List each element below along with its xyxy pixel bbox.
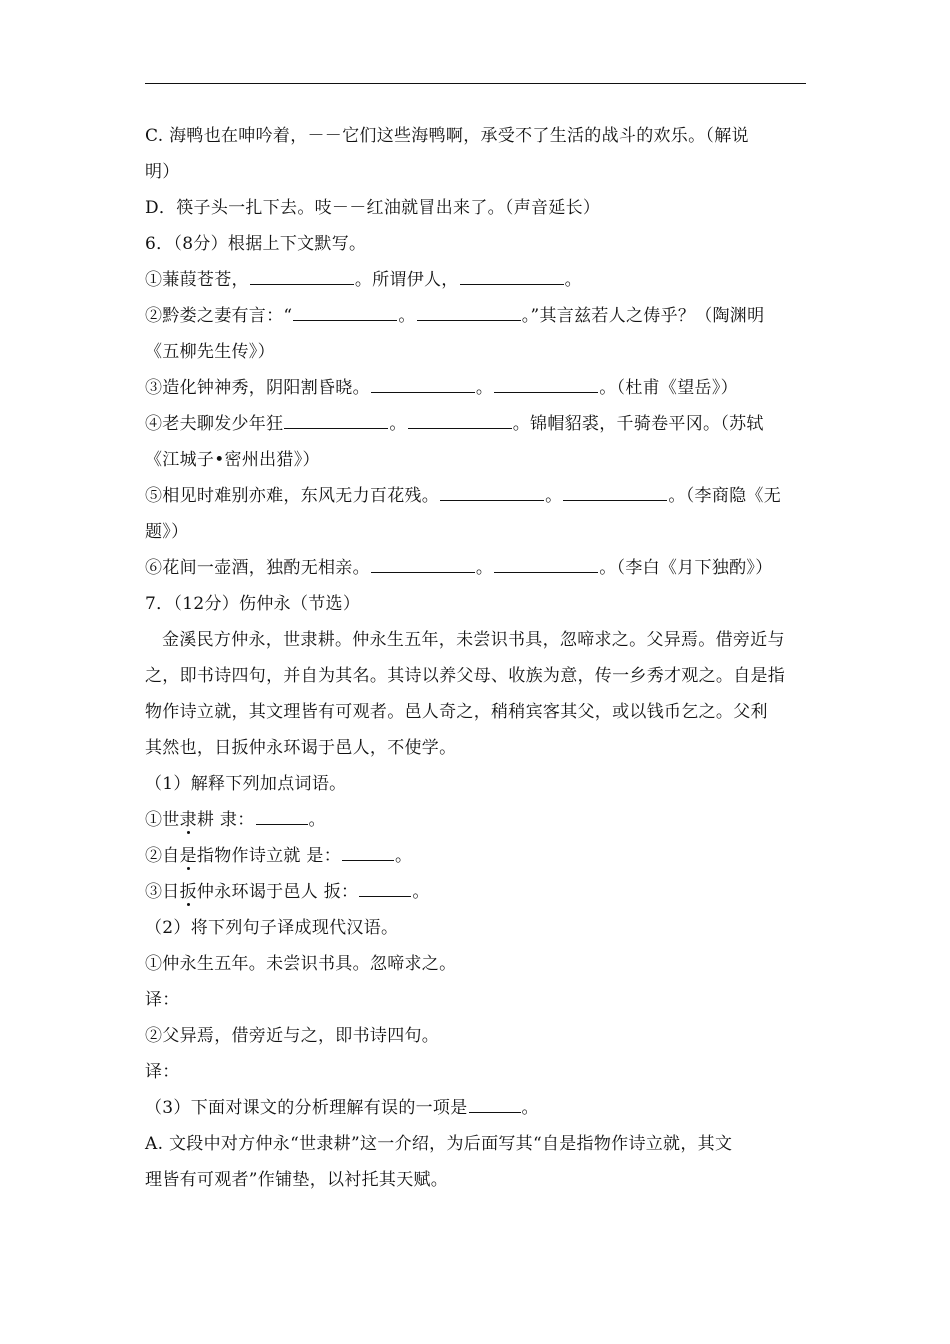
passage-line: 金溪民方仲永，世隶耕。仲永生五年，未尝识书具，忽啼求之。父异焉。借旁近与 — [162, 630, 785, 650]
answer-blank[interactable] — [371, 558, 475, 573]
passage-line: 其然也，日扳仲永环谒于邑人，不使学。 — [145, 738, 457, 758]
q6-item-4: ④老夫聊发少年狂 。 。锦帽貂裘，千骑卷平冈。（苏轼 — [145, 414, 764, 434]
answer-blank[interactable] — [371, 378, 475, 393]
passage-line: 之，即书诗四句，并自为其名。其诗以养父母、收族为意，传一乡秀才观之。自是指 — [145, 666, 786, 686]
q6-title: 6．（8分）根据上下文默写。 — [145, 234, 367, 254]
q7-sub3-option-a-line1: A. 文段中对方仲永“世隶耕”这一介绍，为后面写其“自是指物作诗立就，其文 — [145, 1134, 733, 1154]
q7-sub2-sentence-2: ②父异焉，借旁近与之，即书诗四句。 — [145, 1026, 440, 1046]
dotted-word: 是 — [179, 846, 197, 866]
answer-blank[interactable] — [563, 486, 667, 501]
answer-blank[interactable] — [256, 810, 308, 825]
answer-blank[interactable] — [494, 558, 598, 573]
q7-sub1-item-3: ③日扳仲永环谒于邑人 扳： 。 — [145, 882, 430, 902]
q7-sub1-item-1: ①世隶耕 隶： 。 — [145, 810, 326, 830]
header-rule — [145, 83, 806, 84]
q7-sub2-title: （2）将下列句子译成现代汉语。 — [145, 918, 399, 938]
q6-item-4-continued: 《江城子•密州出猎》） — [145, 450, 320, 470]
q5-option-d: D．筷子头一扎下去。吱－－红油就冒出来了。（声音延长） — [145, 198, 601, 218]
answer-blank[interactable] — [460, 270, 564, 285]
q6-item-3: ③造化钟神秀，阴阳割昏晓。 。 。（杜甫《望岳》） — [145, 378, 738, 398]
passage-line: 物作诗立就，其文理皆有可观者。邑人奇之，稍稍宾客其父，或以钱币乞之。父利 — [145, 702, 768, 722]
answer-blank[interactable] — [417, 306, 521, 321]
q6-item-6: ⑥花间一壶酒，独酌无相亲。 。 。（李白《月下独酌》） — [145, 558, 773, 578]
answer-blank[interactable] — [469, 1098, 521, 1113]
q6-item-2-continued: 《五柳先生传》） — [145, 342, 275, 362]
answer-blank[interactable] — [250, 270, 354, 285]
q6-item-1: ①蒹葭苍苍， 。所谓伊人， 。 — [145, 270, 582, 290]
q7-sub1-title: （1）解释下列加点词语。 — [145, 774, 347, 794]
answer-blank[interactable] — [440, 486, 544, 501]
q5-option-c-line1: C. 海鸭也在呻吟着，－－它们这些海鸭啊，承受不了生活的战斗的欢乐。（解说 — [145, 126, 749, 146]
answer-blank[interactable] — [359, 882, 411, 897]
q7-sub1-item-2: ②自是指物作诗立就 是： 。 — [145, 846, 413, 866]
q7-sub2-translate-1[interactable]: 译： — [145, 990, 180, 1010]
q7-sub2-sentence-1: ①仲永生五年。未尝识书具。忽啼求之。 — [145, 954, 457, 974]
dotted-word: 扳 — [179, 882, 197, 902]
q7-sub3-option-a-line2: 理皆有可观者”作铺垫，以衬托其天赋。 — [145, 1170, 449, 1190]
q7-title: 7．（12分）伤仲永（节选） — [145, 594, 361, 614]
answer-blank[interactable] — [342, 846, 394, 861]
q6-item-5: ⑤相见时难别亦难，东风无力百花残。 。 。（李商隐《无 — [145, 486, 782, 506]
answer-blank[interactable] — [284, 414, 388, 429]
exam-page — [145, 118, 806, 1198]
answer-blank[interactable] — [293, 306, 397, 321]
q6-item-5-continued: 题》） — [145, 522, 189, 542]
q7-sub3-title: （3）下面对课文的分析理解有误的一项是 。 — [145, 1098, 539, 1118]
q7-sub2-translate-2[interactable]: 译： — [145, 1062, 180, 1082]
answer-blank[interactable] — [494, 378, 598, 393]
dotted-word: 隶 — [179, 810, 197, 830]
q5-option-c-line2: 明） — [145, 162, 180, 182]
answer-blank[interactable] — [408, 414, 512, 429]
q6-item-2: ②黔娄之妻有言：“ 。 。”其言兹若人之俦乎？（陶渊明 — [145, 306, 765, 326]
